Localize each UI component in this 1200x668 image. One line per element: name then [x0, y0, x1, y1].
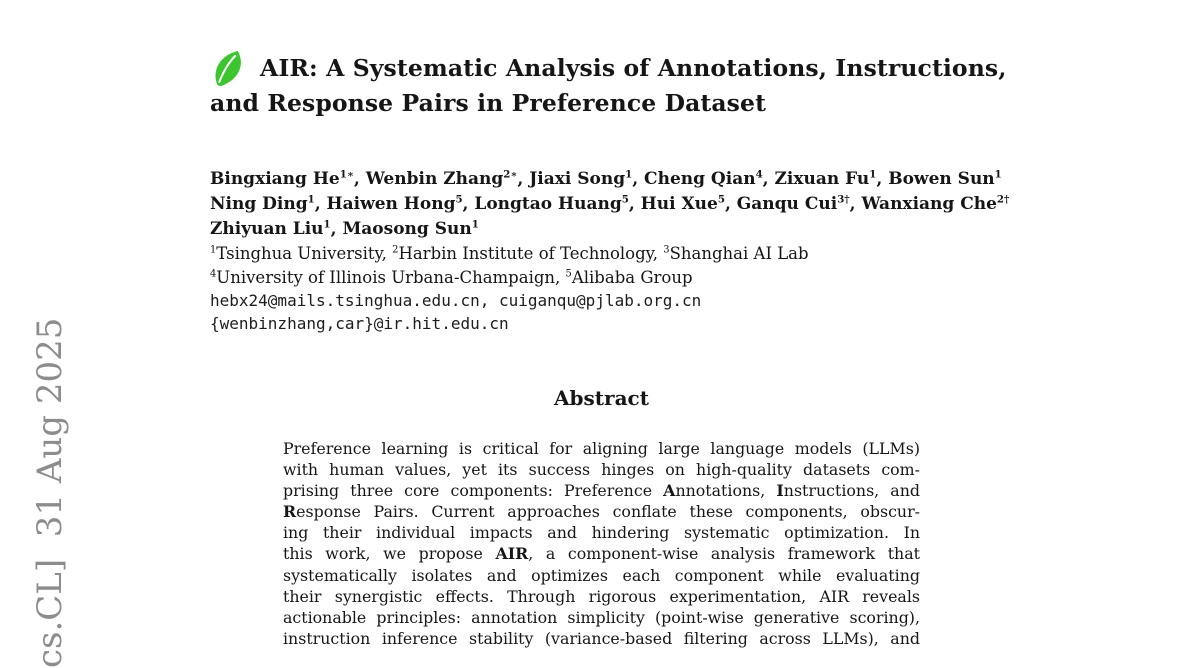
contact-emails	[210, 290, 701, 335]
abstract-line: Preference learning is critical for aligning large language models (LLMs)	[283, 439, 920, 458]
abstract-line: Response Pairs. Current approaches conflate these components, obscur-	[283, 502, 920, 522]
leaf-icon	[210, 50, 247, 87]
abstract-line: with human values, yet its success hinges on high-quality datasets com-	[283, 460, 920, 480]
paper-title-line2: and Response Pairs in Preference Dataset	[210, 89, 767, 117]
email-line-1: hebx24@mails.tsinghua.edu.cn, cuiganqu@pjlab.org.cn	[210, 291, 702, 310]
email-line-2: {wenbinzhang,car}@ir.hit.edu.cn	[210, 313, 509, 333]
authors-line-3: Zhiyuan Liu$^1$, Maosong Sun$^1$	[210, 218, 479, 239]
author-list	[210, 167, 1070, 242]
affiliations	[210, 242, 1070, 290]
authors-line-2: Ning Ding$^1$, Haiwen Hong$^5$, Longtao Huang$^5$, Hui Xue$^5$, Ganqu Cui$^{3\dagger}$, Wanxiang Che$^{2\dagger}$	[210, 193, 1010, 214]
authors-line-1: Bingxiang $He^{1∗}$, Wenbin Zhang$^{2∗}$, Jiaxi Song$^1$, Cheng Qian$^4$, Zixuan Fu$^1$, Bowen Sun$^1$	[210, 168, 1002, 189]
abstract-line: ing their individual impacts and hindering systematic optimization. In	[283, 523, 920, 543]
abstract-line: this work, we propose AIR, a component-wise analysis framework that	[283, 544, 920, 564]
abstract-heading: Abstract	[554, 386, 649, 410]
paper-title-line1: AIR: A Systematic Analysis of Annotations, Instructions,	[260, 54, 1007, 82]
abstract-line: actionable principles: annotation simplicity (point-wise generative scoring),	[283, 607, 920, 627]
affiliations-line-2: $^4$University of Illinois Urbana-Champaign, $^5$Alibaba Group	[210, 268, 693, 287]
affiliations-line-1: $^1$Tsinghua University, $^2$Harbin Institute of Technology, $^3$Shanghai AI Lab	[210, 244, 809, 263]
abstract-line: instruction inference stability (variance-based filtering across LLMs), and	[283, 628, 920, 648]
arxiv-watermark: cs.CL] 31 Aug 2025	[30, 317, 70, 668]
abstract-line: prising three core components: Preference Annotations, Instructions, and	[283, 481, 921, 501]
abstract-section	[283, 386, 920, 649]
paper-title	[210, 50, 1070, 120]
abstract-line: their synergistic effects. Through rigorous experimentation, AIR reveals	[283, 586, 920, 606]
abstract-line: systematically isolates and optimizes each component while evaluating	[283, 565, 920, 585]
